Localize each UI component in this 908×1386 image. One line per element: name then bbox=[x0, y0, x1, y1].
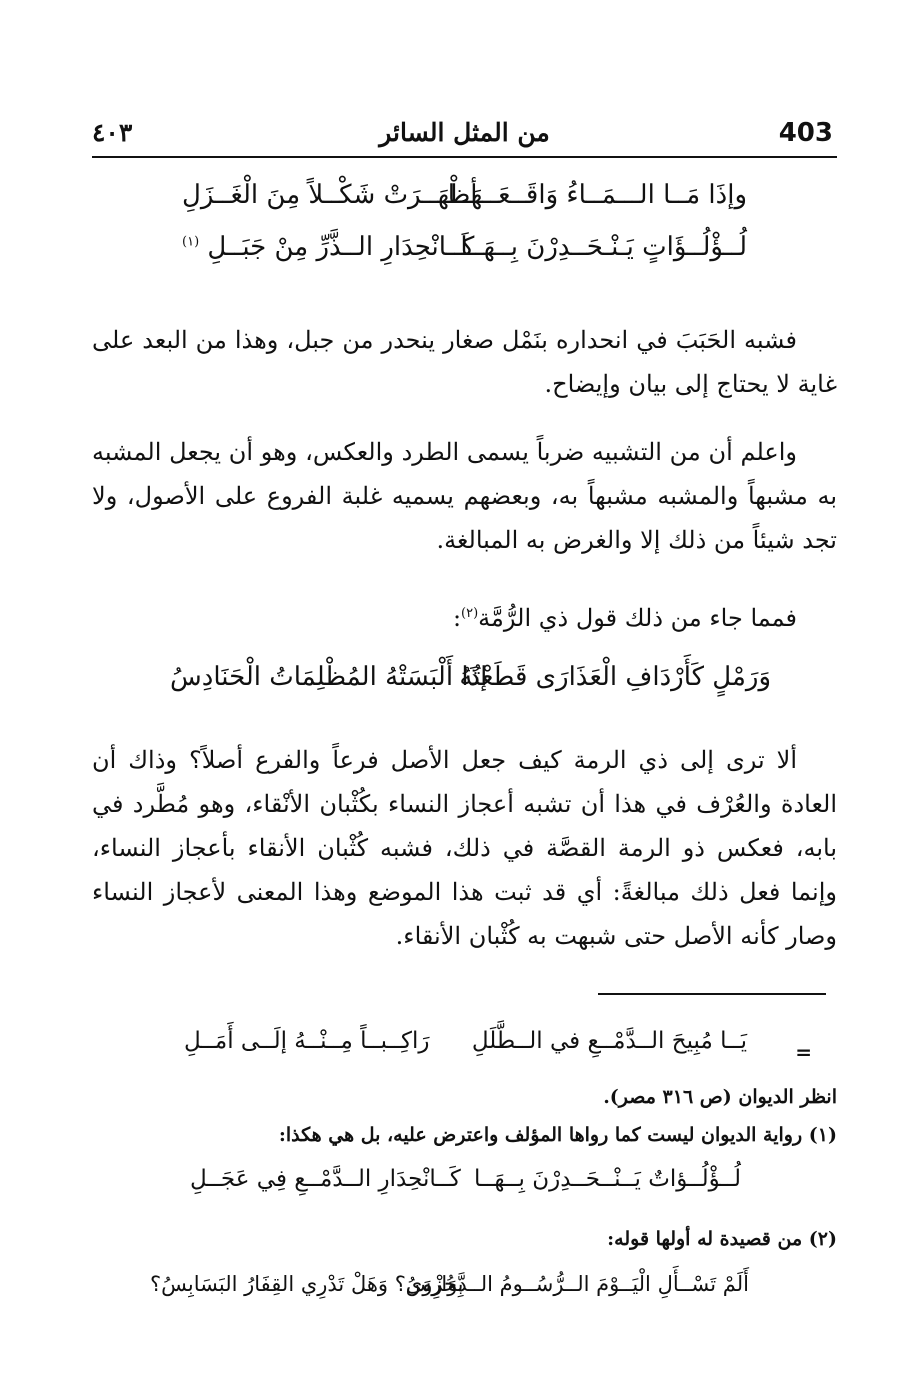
footnote-rule bbox=[598, 993, 826, 995]
verse-second-hemistich: إذَا أَلْبَسَتْهُ المُظْلِمَاتُ الْحَنَادِسُ bbox=[170, 662, 488, 692]
verse-second-hemistich: بِحُزْوَى؟ وَهَلْ تَدْرِي القِفَارُ البَسَابِسُ؟ bbox=[150, 1272, 464, 1296]
verse-second-hemistich: رَاكِــبــاً مِــنْــهُ إلَــى أَمَــلِ bbox=[184, 1028, 430, 1054]
footnote-verse bbox=[92, 1272, 837, 1306]
footnote-text: رواية الديوان ليست كما رواها المؤلف واعترض عليه، بل هي هكذا: bbox=[278, 1124, 803, 1146]
paragraph-colon: : bbox=[452, 604, 462, 632]
verse-second-hemistich bbox=[182, 232, 474, 262]
continuation-mark: = bbox=[795, 1040, 812, 1064]
verse-first-hemistich: يَــا مُبِيحَ الــدَّمْــعِ في الــطَّلَلِ bbox=[471, 1028, 747, 1054]
paragraph: فشبه الحَبَبَ في انحداره بنَمْل صغار ينحدر من جبل، وهذا من البعد على غاية لا يحتاج إلى بيان وإيضاح. bbox=[92, 326, 837, 398]
verse-line bbox=[92, 662, 837, 702]
paragraph: ألا ترى إلى ذي الرمة كيف جعل الأصل فرعاً والفرع أصلاً؟ وذاك أن العادة والعُرْف في هذا أن تشبه أعجاز النساء بكُثْبان الأنْقاء، وهو مُطَّرد في بابه، فعكس ذو الرمة القصَّة في ذلك، فشبه كُثْبان الأنقاء بأعجاز النساء، وإنما فعل ذلك مبالغةً: أي قد ثبت هذا الموضع وهذا المعنى لأعجاز النساء وصار كأنه الأصل حتى شبهت به كُثْبان الأنقاء. bbox=[92, 746, 837, 950]
verse-second-hemistich: أظْهَــرَتْ شَكْــلاً مِنَ الْغَــزَلِ bbox=[182, 180, 478, 210]
footnote-ref[interactable]: (١) bbox=[182, 234, 200, 250]
footnote-label: (٢) bbox=[808, 1228, 837, 1250]
running-title: من المثل السائر bbox=[379, 118, 550, 147]
footnote-ref[interactable]: (٢) bbox=[461, 606, 479, 621]
verse-first-hemistich: وإذَا مَــا الـــمَــاءُ وَاقَــعَــهَــا bbox=[447, 180, 747, 210]
page-header bbox=[92, 118, 837, 158]
verse-first-hemistich: وَرَمْلٍ كَأَرْدَافِ الْعَذَارَى قَطَعْتُهُ bbox=[459, 662, 771, 692]
header-rule bbox=[92, 156, 837, 158]
verse-first-hemistich: لُــؤْلُــؤَاتٍ يَـنْـحَــدِرْنَ بِــهَــا bbox=[460, 232, 747, 262]
verse-second-hemistich-text: كَــانْحِدَارِ الــذَّرِّ مِنْ جَبَــلِ bbox=[207, 232, 475, 262]
page-number-latin: 403 bbox=[778, 118, 833, 148]
footnote-verse bbox=[92, 1028, 837, 1062]
footnote-1 bbox=[92, 1124, 837, 1146]
verse-first-hemistich: لُــؤْلُــؤاتٌ يَــنْــحَــدِرْنَ بِــهَــا bbox=[473, 1166, 741, 1192]
footnote-text: من قصيدة له أولها قوله: bbox=[607, 1228, 803, 1250]
verse-line bbox=[92, 180, 837, 216]
footnote-verse bbox=[92, 1166, 837, 1200]
footnote-label: (١) bbox=[808, 1124, 837, 1146]
verse-second-hemistich: كَــانْحِدَارِ الــدَّمْــعِ فِي عَجَــلِ bbox=[190, 1166, 461, 1192]
verse-line bbox=[92, 232, 837, 268]
footnote-source: انظر الديوان (ص ٣١٦ مصر). bbox=[603, 1086, 837, 1108]
footnote-2 bbox=[92, 1228, 837, 1250]
verse-first-hemistich: أَلَمْ تَسْــأَلِ الْيَــوْمَ الــرُّسُــومُ الــدَّوَارِسُ bbox=[405, 1272, 749, 1296]
paragraph bbox=[92, 592, 837, 640]
page-number-arabic: ٤٠٣ bbox=[92, 118, 133, 147]
paragraph: واعلم أن من التشبيه ضرباً يسمى الطرد والعكس، وهو أن يجعل المشبه به مشبهاً والمشبه مشبهاً به، وبعضهم يسميه غلبة الفروع على الأصول، ولا تجد شيئاً من ذلك إلا والغرض به المبالغة. bbox=[92, 438, 837, 554]
paragraph-text: فمما جاء من ذلك قول ذي الرُّمَّة bbox=[478, 604, 797, 632]
